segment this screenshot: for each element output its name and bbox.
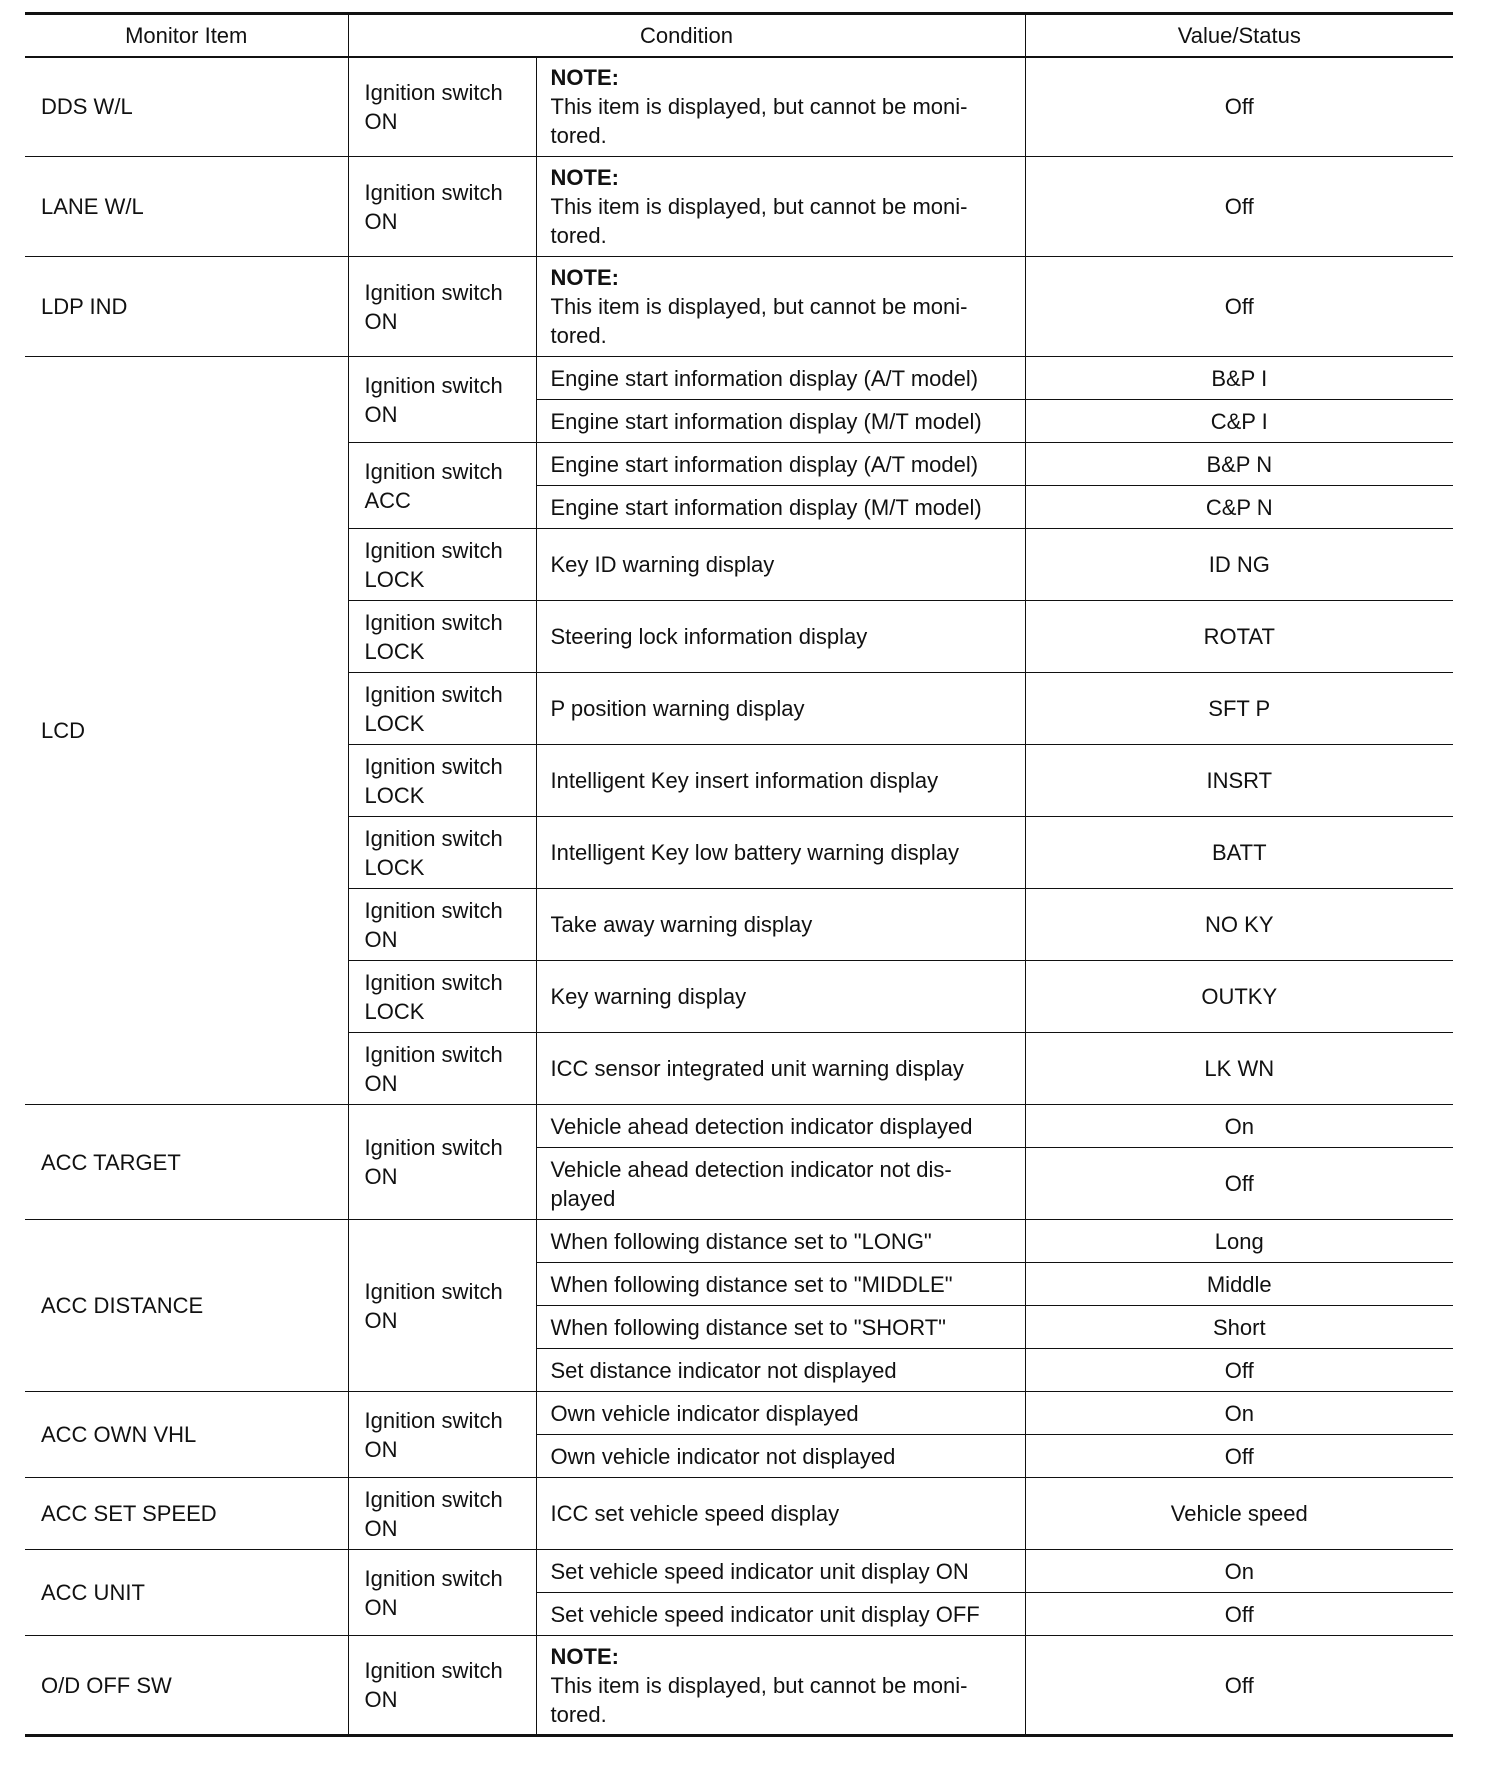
value-cell: On bbox=[1025, 1105, 1453, 1148]
condition-cell: When following distance set to "SHORT" bbox=[536, 1306, 1025, 1349]
condition-cell: Set distance indicator not displayed bbox=[536, 1349, 1025, 1392]
condition-cell: Intelligent Key low battery warning display bbox=[536, 817, 1025, 889]
condition-cell: When following distance set to "MIDDLE" bbox=[536, 1263, 1025, 1306]
value-cell: Off bbox=[1025, 257, 1453, 357]
value-cell: Off bbox=[1025, 57, 1453, 157]
ignition-switch-cell: Ignition switch LOCK bbox=[348, 529, 536, 601]
table-row bbox=[25, 1105, 1453, 1148]
condition-cell: Steering lock information display bbox=[536, 601, 1025, 673]
ignition-switch-cell: Ignition switch ON bbox=[348, 1033, 536, 1105]
ignition-switch-cell: Ignition switch ON bbox=[348, 1105, 536, 1220]
condition-cell: Intelligent Key insert information display bbox=[536, 745, 1025, 817]
ignition-switch-cell: Ignition switch ON bbox=[348, 57, 536, 157]
value-cell: SFT P bbox=[1025, 673, 1453, 745]
ignition-switch-cell: Ignition switch ON bbox=[348, 157, 536, 257]
table-row bbox=[25, 1220, 1453, 1263]
ignition-switch-cell: Ignition switch LOCK bbox=[348, 961, 536, 1033]
value-cell: ROTAT bbox=[1025, 601, 1453, 673]
value-cell: On bbox=[1025, 1550, 1453, 1593]
monitor-item-cell: ACC UNIT bbox=[25, 1550, 348, 1636]
ignition-switch-cell: Ignition switch LOCK bbox=[348, 601, 536, 673]
condition-cell: ICC sensor integrated unit warning display bbox=[536, 1033, 1025, 1105]
ignition-switch-cell: Ignition switch ACC bbox=[348, 443, 536, 529]
condition-cell: Vehicle ahead detection indicator displayed bbox=[536, 1105, 1025, 1148]
note-label: NOTE: bbox=[550, 65, 619, 91]
value-cell: C&P N bbox=[1025, 486, 1453, 529]
table-row bbox=[25, 1478, 1453, 1550]
monitor-item-cell: ACC DISTANCE bbox=[25, 1220, 348, 1392]
condition-cell: Set vehicle speed indicator unit display OFF bbox=[536, 1593, 1025, 1636]
condition-note-cell bbox=[536, 1636, 1025, 1736]
condition-cell: Engine start information display (M/T model) bbox=[536, 486, 1025, 529]
condition-cell: Key warning display bbox=[536, 961, 1025, 1033]
value-cell: Off bbox=[1025, 1349, 1453, 1392]
value-cell: B&P N bbox=[1025, 443, 1453, 486]
value-cell: BATT bbox=[1025, 817, 1453, 889]
note-label: NOTE: bbox=[550, 165, 619, 190]
table-row bbox=[25, 1636, 1453, 1736]
ignition-switch-cell: Ignition switch ON bbox=[348, 1392, 536, 1478]
header-condition: Condition bbox=[348, 14, 1025, 57]
ignition-switch-cell: Ignition switch ON bbox=[348, 1478, 536, 1550]
value-cell: INSRT bbox=[1025, 745, 1453, 817]
ignition-switch-cell: Ignition switch ON bbox=[348, 1550, 536, 1636]
condition-cell: Set vehicle speed indicator unit display ON bbox=[536, 1550, 1025, 1593]
condition-note-cell bbox=[536, 257, 1025, 357]
value-cell: Off bbox=[1025, 1593, 1453, 1636]
value-cell: Vehicle speed bbox=[1025, 1478, 1453, 1550]
condition-cell: Engine start information display (A/T model) bbox=[536, 357, 1025, 400]
value-cell: Short bbox=[1025, 1306, 1453, 1349]
value-cell: Middle bbox=[1025, 1263, 1453, 1306]
note-label: NOTE: bbox=[550, 265, 619, 290]
note-text: This item is displayed, but cannot be moni-tored. bbox=[550, 194, 968, 248]
condition-cell: Engine start information display (M/T model) bbox=[536, 400, 1025, 443]
value-cell: C&P I bbox=[1025, 400, 1453, 443]
value-cell: OUTKY bbox=[1025, 961, 1453, 1033]
condition-cell: Engine start information display (A/T model) bbox=[536, 443, 1025, 486]
value-cell: NO KY bbox=[1025, 889, 1453, 961]
condition-cell: Key ID warning display bbox=[536, 529, 1025, 601]
value-cell: ID NG bbox=[1025, 529, 1453, 601]
table-row bbox=[25, 357, 1453, 400]
condition-cell: P position warning display bbox=[536, 673, 1025, 745]
ignition-switch-cell: Ignition switch LOCK bbox=[348, 745, 536, 817]
condition-cell: When following distance set to "LONG" bbox=[536, 1220, 1025, 1263]
note-text: This item is displayed, but cannot be moni-tored. bbox=[550, 1672, 968, 1727]
table-row bbox=[25, 1392, 1453, 1435]
ignition-switch-cell: Ignition switch ON bbox=[348, 1220, 536, 1392]
condition-cell: ICC set vehicle speed display bbox=[536, 1478, 1025, 1550]
monitor-item-cell: LDP IND bbox=[25, 257, 348, 357]
value-cell: LK WN bbox=[1025, 1033, 1453, 1105]
condition-cell: Own vehicle indicator not displayed bbox=[536, 1435, 1025, 1478]
table-row bbox=[25, 257, 1453, 357]
monitor-item-cell: O/D OFF SW bbox=[25, 1636, 348, 1736]
value-cell: Long bbox=[1025, 1220, 1453, 1263]
value-cell: B&P I bbox=[1025, 357, 1453, 400]
condition-cell: Vehicle ahead detection indicator not dis-played bbox=[536, 1148, 1025, 1220]
ignition-switch-cell: Ignition switch ON bbox=[348, 257, 536, 357]
monitor-item-cell: LCD bbox=[25, 357, 348, 1105]
monitor-item-cell: ACC TARGET bbox=[25, 1105, 348, 1220]
monitor-item-cell: ACC OWN VHL bbox=[25, 1392, 348, 1478]
note-text: This item is displayed, but cannot be moni-tored. bbox=[550, 294, 968, 348]
note-text: This item is displayed, but cannot be moni-tored. bbox=[550, 94, 968, 149]
condition-note-cell bbox=[536, 57, 1025, 157]
table-header-row bbox=[25, 14, 1453, 57]
note-label: NOTE: bbox=[550, 1643, 619, 1669]
value-cell: Off bbox=[1025, 157, 1453, 257]
condition-cell: Own vehicle indicator displayed bbox=[536, 1392, 1025, 1435]
monitor-item-cell: LANE W/L bbox=[25, 157, 348, 257]
monitor-item-cell: DDS W/L bbox=[25, 57, 348, 157]
ignition-switch-cell: Ignition switch ON bbox=[348, 1636, 536, 1736]
ignition-switch-cell: Ignition switch LOCK bbox=[348, 673, 536, 745]
value-cell: Off bbox=[1025, 1148, 1453, 1220]
value-cell: On bbox=[1025, 1392, 1453, 1435]
condition-note-cell bbox=[536, 157, 1025, 257]
ignition-switch-cell: Ignition switch ON bbox=[348, 889, 536, 961]
table-row bbox=[25, 157, 1453, 257]
monitor-item-table bbox=[25, 12, 1453, 1737]
ignition-switch-cell: Ignition switch ON bbox=[348, 357, 536, 443]
ignition-switch-cell: Ignition switch LOCK bbox=[348, 817, 536, 889]
value-cell: Off bbox=[1025, 1636, 1453, 1736]
table-row bbox=[25, 1550, 1453, 1593]
header-monitor-item: Monitor Item bbox=[25, 14, 348, 57]
header-value-status: Value/Status bbox=[1025, 14, 1453, 57]
monitor-item-cell: ACC SET SPEED bbox=[25, 1478, 348, 1550]
table-row bbox=[25, 57, 1453, 157]
condition-cell: Take away warning display bbox=[536, 889, 1025, 961]
value-cell: Off bbox=[1025, 1435, 1453, 1478]
